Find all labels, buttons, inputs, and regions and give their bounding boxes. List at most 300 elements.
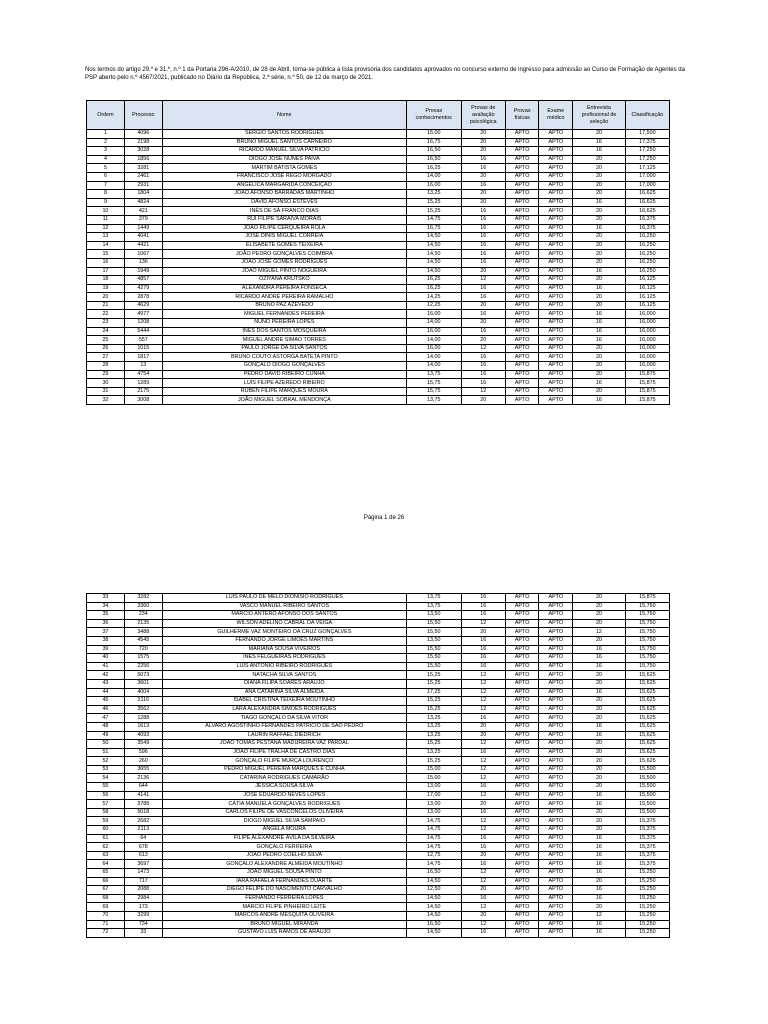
cell-classificacao: 16,250 — [625, 258, 669, 267]
cell-processo: 33 — [124, 929, 162, 938]
cell-nome: PAULO JORGE DA SILVA SANTOS — [162, 344, 406, 353]
cell-conhecimentos: 12,25 — [406, 301, 461, 310]
cell-conhecimentos: 14,50 — [406, 241, 461, 250]
cell-nome: MÁRCIO FILIPE PINHEIRO LEITE — [162, 903, 406, 912]
table-row — [87, 602, 670, 611]
table-row — [87, 336, 670, 345]
cell-ordem: 15 — [87, 250, 125, 259]
cell-ordem: 42 — [87, 671, 125, 680]
cell-psicologica: 16 — [461, 233, 505, 242]
cell-fisicas: APTO — [505, 783, 539, 792]
cell-entrevista: 20 — [573, 765, 626, 774]
cell-ordem: 54 — [87, 774, 125, 783]
cell-medico: APTO — [539, 740, 573, 749]
cell-medico: APTO — [539, 602, 573, 611]
cell-medico: APTO — [539, 697, 573, 706]
cell-nome: JOÃO AFONSO BARRADAS MARTINHO — [162, 190, 406, 199]
cell-nome: LUÍS ANTÓNIO RIBEIRO RODRIGUES — [162, 662, 406, 671]
table-row — [87, 138, 670, 147]
table-row — [87, 894, 670, 903]
cell-entrevista: 20 — [573, 250, 626, 259]
cell-classificacao: 15,500 — [625, 774, 669, 783]
cell-conhecimentos: 16,75 — [406, 224, 461, 233]
cell-fisicas: APTO — [505, 198, 539, 207]
cell-processo: 2198 — [124, 138, 162, 147]
cell-ordem: 26 — [87, 344, 125, 353]
cell-medico: APTO — [539, 688, 573, 697]
table-row — [87, 258, 670, 267]
table-row — [87, 860, 670, 869]
cell-classificacao: 16,625 — [625, 207, 669, 216]
cell-psicologica: 20 — [461, 722, 505, 731]
cell-entrevista: 20 — [573, 817, 626, 826]
cell-processo: 717 — [124, 877, 162, 886]
cell-nome: ÂNGELA MOURA — [162, 826, 406, 835]
cell-fisicas: APTO — [505, 619, 539, 628]
cell-classificacao: 15,500 — [625, 800, 669, 809]
cell-entrevista: 20 — [573, 808, 626, 817]
table-row — [87, 877, 670, 886]
cell-psicologica: 16 — [461, 929, 505, 938]
cell-nome: JOSÉ DINIS MIGUEL CORREIA — [162, 233, 406, 242]
cell-processo: 4629 — [124, 301, 162, 310]
cell-medico: APTO — [539, 619, 573, 628]
table-row — [87, 645, 670, 654]
cell-ordem: 25 — [87, 336, 125, 345]
cell-medico: APTO — [539, 636, 573, 645]
table-row — [87, 241, 670, 250]
cell-processo: 3488 — [124, 628, 162, 637]
cell-conhecimentos: 14,50 — [406, 250, 461, 259]
cell-conhecimentos: 15,75 — [406, 379, 461, 388]
cell-psicologica: 20 — [461, 628, 505, 637]
table-header-row — [87, 101, 670, 130]
cell-classificacao: 16,375 — [625, 215, 669, 224]
cell-conhecimentos: 15,50 — [406, 645, 461, 654]
cell-classificacao: 15,250 — [625, 877, 669, 886]
cell-entrevista: 16 — [573, 284, 626, 293]
cell-psicologica: 20 — [461, 396, 505, 405]
cell-classificacao: 15,375 — [625, 851, 669, 860]
cell-conhecimentos: 15,00 — [406, 774, 461, 783]
cell-classificacao: 15,750 — [625, 645, 669, 654]
cell-conhecimentos: 13,00 — [406, 808, 461, 817]
table-row — [87, 155, 670, 164]
cell-entrevista: 16 — [573, 929, 626, 938]
table-row — [87, 929, 670, 938]
cell-psicologica: 12 — [461, 705, 505, 714]
cell-entrevista: 16 — [573, 147, 626, 156]
cell-medico: APTO — [539, 353, 573, 362]
cell-nome: GONÇALO ALEXANDRE ALMEIDA MOUTINHO — [162, 860, 406, 869]
cell-processo: 3281 — [124, 164, 162, 173]
cell-psicologica: 16 — [461, 748, 505, 757]
cell-conhecimentos: 15,50 — [406, 628, 461, 637]
cell-nome: INÊS DE SÁ FRANCO DIAS — [162, 207, 406, 216]
cell-conhecimentos: 13,75 — [406, 602, 461, 611]
cell-nome: IARA RAFAELA FERNANDES DUARTE — [162, 877, 406, 886]
table-row — [87, 671, 670, 680]
cell-entrevista: 16 — [573, 396, 626, 405]
table-row — [87, 628, 670, 637]
cell-nome: SÉRGIO SANTOS RODRIGUES — [162, 130, 406, 139]
cell-fisicas: APTO — [505, 396, 539, 405]
cell-medico: APTO — [539, 774, 573, 783]
cell-psicologica: 20 — [461, 800, 505, 809]
cell-processo: 5444 — [124, 327, 162, 336]
table-row — [87, 774, 670, 783]
cell-fisicas: APTO — [505, 731, 539, 740]
cell-conhecimentos: 14,50 — [406, 911, 461, 920]
cell-classificacao: 16,000 — [625, 344, 669, 353]
cell-classificacao: 15,250 — [625, 886, 669, 895]
cell-fisicas: APTO — [505, 181, 539, 190]
cell-conhecimentos: 15,25 — [406, 697, 461, 706]
cell-classificacao: 17,250 — [625, 155, 669, 164]
cell-entrevista: 20 — [573, 594, 626, 603]
cell-ordem: 24 — [87, 327, 125, 336]
cell-entrevista: 20 — [573, 679, 626, 688]
cell-entrevista: 20 — [573, 172, 626, 181]
cell-conhecimentos: 13,50 — [406, 611, 461, 620]
cell-conhecimentos: 16,50 — [406, 920, 461, 929]
table-row — [87, 662, 670, 671]
cell-medico: APTO — [539, 396, 573, 405]
cell-ordem: 35 — [87, 611, 125, 620]
cell-conhecimentos: 14,00 — [406, 362, 461, 371]
cell-psicologica: 12 — [461, 903, 505, 912]
cell-entrevista: 20 — [573, 783, 626, 792]
cell-processo: 2116 — [124, 697, 162, 706]
cell-psicologica: 20 — [461, 190, 505, 199]
cell-conhecimentos: 15,00 — [406, 765, 461, 774]
cell-processo: 1289 — [124, 379, 162, 388]
cell-ordem: 65 — [87, 869, 125, 878]
cell-processo: 1015 — [124, 344, 162, 353]
cell-classificacao: 15,375 — [625, 843, 669, 852]
cell-conhecimentos: 14,75 — [406, 843, 461, 852]
cell-ordem: 32 — [87, 396, 125, 405]
cell-medico: APTO — [539, 190, 573, 199]
table-row — [87, 619, 670, 628]
cell-ordem: 20 — [87, 293, 125, 302]
cell-processo: 3360 — [124, 602, 162, 611]
cell-fisicas: APTO — [505, 860, 539, 869]
cell-psicologica: 16 — [461, 224, 505, 233]
cell-ordem: 44 — [87, 688, 125, 697]
cell-medico: APTO — [539, 628, 573, 637]
cell-fisicas: APTO — [505, 258, 539, 267]
table-row — [87, 301, 670, 310]
cell-entrevista: 20 — [573, 344, 626, 353]
cell-ordem: 4 — [87, 155, 125, 164]
cell-entrevista: 20 — [573, 362, 626, 371]
cell-processo: 3008 — [124, 396, 162, 405]
cell-entrevista: 20 — [573, 181, 626, 190]
cell-ordem: 68 — [87, 894, 125, 903]
cell-processo: 379 — [124, 215, 162, 224]
cell-nome: BRUNO MIGUEL MIRANDA — [162, 920, 406, 929]
cell-nome: JOÃO JOSÉ GOMES RODRIGUES — [162, 258, 406, 267]
cell-psicologica: 12 — [461, 679, 505, 688]
cell-entrevista: 16 — [573, 654, 626, 663]
cell-fisicas: APTO — [505, 817, 539, 826]
cell-psicologica: 20 — [461, 336, 505, 345]
cell-processo: 4545 — [124, 636, 162, 645]
table-row — [87, 215, 670, 224]
cell-processo: 4096 — [124, 130, 162, 139]
cell-nome: RICARDO MANUEL SILVA PATRÍCIO — [162, 147, 406, 156]
cell-conhecimentos: 14,75 — [406, 860, 461, 869]
cell-psicologica: 12 — [461, 697, 505, 706]
cell-classificacao: 16,000 — [625, 336, 669, 345]
cell-ordem: 19 — [87, 284, 125, 293]
cell-classificacao: 16,000 — [625, 310, 669, 319]
cell-conhecimentos: 16,25 — [406, 276, 461, 285]
cell-entrevista: 20 — [573, 877, 626, 886]
cell-entrevista: 12 — [573, 911, 626, 920]
cell-fisicas: APTO — [505, 765, 539, 774]
cell-ordem: 48 — [87, 722, 125, 731]
cell-nome: JOSÉ EDUARDO NEVES LOPES — [162, 791, 406, 800]
cell-psicologica: 12 — [461, 619, 505, 628]
cell-fisicas: APTO — [505, 327, 539, 336]
cell-conhecimentos: 13,25 — [406, 714, 461, 723]
cell-processo: 3562 — [124, 705, 162, 714]
cell-nome: INES DOS SANTOS MOSQUEIRA — [162, 327, 406, 336]
cell-processo: 3549 — [124, 740, 162, 749]
cell-medico: APTO — [539, 705, 573, 714]
cell-classificacao: 15,750 — [625, 619, 669, 628]
cell-classificacao: 15,875 — [625, 594, 669, 603]
cell-conhecimentos: 14,00 — [406, 353, 461, 362]
cell-ordem: 59 — [87, 817, 125, 826]
cell-conhecimentos: 13,75 — [406, 396, 461, 405]
table-row — [87, 869, 670, 878]
cell-entrevista: 20 — [573, 301, 626, 310]
table-row — [87, 362, 670, 371]
cell-nome: GUSTAVO LUÍS RAMOS DE ARAÚJO — [162, 929, 406, 938]
cell-conhecimentos: 13,75 — [406, 370, 461, 379]
cell-conhecimentos: 15,50 — [406, 619, 461, 628]
cell-processo: 2461 — [124, 172, 162, 181]
cell-entrevista: 16 — [573, 688, 626, 697]
table-row — [87, 181, 670, 190]
cell-medico: APTO — [539, 911, 573, 920]
table-row — [87, 654, 670, 663]
cell-classificacao: 16,125 — [625, 293, 669, 302]
cell-ordem: 63 — [87, 851, 125, 860]
cell-nome: ELISABETE GOMES TEIXEIRA — [162, 241, 406, 250]
cell-psicologica: 16 — [461, 662, 505, 671]
cell-fisicas: APTO — [505, 705, 539, 714]
cell-processo: 4824 — [124, 198, 162, 207]
cell-medico: APTO — [539, 783, 573, 792]
cell-ordem: 17 — [87, 267, 125, 276]
cell-classificacao: 15,750 — [625, 602, 669, 611]
cell-processo: 1473 — [124, 869, 162, 878]
header-ordem: Ordem — [87, 101, 125, 130]
cell-fisicas: APTO — [505, 800, 539, 809]
cell-classificacao: 15,250 — [625, 911, 669, 920]
cell-psicologica: 16 — [461, 353, 505, 362]
cell-fisicas: APTO — [505, 748, 539, 757]
cell-conhecimentos: 16,50 — [406, 155, 461, 164]
cell-fisicas: APTO — [505, 722, 539, 731]
cell-psicologica: 16 — [461, 611, 505, 620]
cell-fisicas: APTO — [505, 207, 539, 216]
cell-conhecimentos: 15,25 — [406, 671, 461, 680]
cell-psicologica: 12 — [461, 757, 505, 766]
cell-conhecimentos: 14,50 — [406, 903, 461, 912]
cell-fisicas: APTO — [505, 250, 539, 259]
table-row — [87, 267, 670, 276]
cell-medico: APTO — [539, 765, 573, 774]
cell-fisicas: APTO — [505, 679, 539, 688]
cell-ordem: 46 — [87, 705, 125, 714]
header-processo: Processo — [124, 101, 162, 130]
cell-fisicas: APTO — [505, 310, 539, 319]
cell-ordem: 16 — [87, 258, 125, 267]
cell-conhecimentos: 13,25 — [406, 722, 461, 731]
table-row — [87, 198, 670, 207]
cell-ordem: 38 — [87, 636, 125, 645]
table-row — [87, 800, 670, 809]
cell-fisicas: APTO — [505, 336, 539, 345]
cell-psicologica: 16 — [461, 327, 505, 336]
cell-medico: APTO — [539, 903, 573, 912]
cell-medico: APTO — [539, 920, 573, 929]
cell-ordem: 10 — [87, 207, 125, 216]
cell-processo: 173 — [124, 903, 162, 912]
cell-fisicas: APTO — [505, 362, 539, 371]
cell-entrevista: 20 — [573, 233, 626, 242]
cell-entrevista: 20 — [573, 164, 626, 173]
cell-nome: CÁTIA MANUELA GONÇALVES RODRIGUES — [162, 800, 406, 809]
cell-nome: JOÃO PEDRO COELHO SILVA — [162, 851, 406, 860]
cell-processo: 557 — [124, 336, 162, 345]
cell-entrevista: 20 — [573, 258, 626, 267]
cell-ordem: 67 — [87, 886, 125, 895]
table-row — [87, 679, 670, 688]
cell-fisicas: APTO — [505, 276, 539, 285]
cell-psicologica: 12 — [461, 869, 505, 878]
cell-conhecimentos: 16,00 — [406, 327, 461, 336]
cell-ordem: 56 — [87, 791, 125, 800]
cell-processo: 4141 — [124, 791, 162, 800]
cell-psicologica: 16 — [461, 714, 505, 723]
cell-conhecimentos: 15,25 — [406, 757, 461, 766]
table-row — [87, 757, 670, 766]
cell-classificacao: 15,500 — [625, 791, 669, 800]
cell-psicologica: 20 — [461, 147, 505, 156]
cell-medico: APTO — [539, 808, 573, 817]
header-provas-fisicas: Provas físicas — [505, 101, 539, 130]
results-table-page-1 — [86, 100, 670, 405]
cell-processo: 1856 — [124, 155, 162, 164]
cell-conhecimentos: 14,75 — [406, 817, 461, 826]
cell-conhecimentos: 13,25 — [406, 731, 461, 740]
cell-nome: CATARINA RODRIGUES CAMARÃO — [162, 774, 406, 783]
cell-entrevista: 16 — [573, 886, 626, 895]
cell-entrevista: 20 — [573, 276, 626, 285]
cell-nome: JOÃO MIGUEL SOUSA PINTO — [162, 869, 406, 878]
cell-classificacao: 15,250 — [625, 920, 669, 929]
cell-fisicas: APTO — [505, 293, 539, 302]
table-row — [87, 233, 670, 242]
cell-entrevista: 20 — [573, 215, 626, 224]
table-row — [87, 370, 670, 379]
cell-conhecimentos: 15,50 — [406, 654, 461, 663]
cell-medico: APTO — [539, 894, 573, 903]
cell-psicologica: 16 — [461, 654, 505, 663]
cell-entrevista: 20 — [573, 697, 626, 706]
cell-ordem: 7 — [87, 181, 125, 190]
cell-conhecimentos: 14,75 — [406, 215, 461, 224]
header-classificacao: Classificação — [625, 101, 669, 130]
cell-ordem: 52 — [87, 757, 125, 766]
cell-processo: 1208 — [124, 319, 162, 328]
cell-conhecimentos: 16,00 — [406, 181, 461, 190]
cell-nome: JESSICA SOUSA SILVA — [162, 783, 406, 792]
cell-classificacao: 15,375 — [625, 826, 669, 835]
cell-fisicas: APTO — [505, 215, 539, 224]
cell-processo: 720 — [124, 645, 162, 654]
cell-medico: APTO — [539, 387, 573, 396]
cell-ordem: 14 — [87, 241, 125, 250]
cell-entrevista: 16 — [573, 791, 626, 800]
cell-processo: 1949 — [124, 267, 162, 276]
table-row — [87, 224, 670, 233]
cell-nome: LAURIN RAFFAEL DIEDRICH — [162, 731, 406, 740]
table-row — [87, 920, 670, 929]
cell-fisicas: APTO — [505, 757, 539, 766]
table-row — [87, 911, 670, 920]
cell-fisicas: APTO — [505, 319, 539, 328]
cell-entrevista: 16 — [573, 800, 626, 809]
table-row — [87, 379, 670, 388]
cell-fisicas: APTO — [505, 284, 539, 293]
cell-fisicas: APTO — [505, 877, 539, 886]
cell-ordem: 8 — [87, 190, 125, 199]
cell-ordem: 43 — [87, 679, 125, 688]
cell-nome: FRANCISCO JOSÉ REGO MORGADO — [162, 172, 406, 181]
cell-fisicas: APTO — [505, 224, 539, 233]
cell-classificacao: 15,250 — [625, 929, 669, 938]
cell-processo: 596 — [124, 748, 162, 757]
cell-ordem: 49 — [87, 731, 125, 740]
cell-medico: APTO — [539, 310, 573, 319]
cell-nome: GONÇALO DIOGO GONÇALVES — [162, 362, 406, 371]
cell-processo: 613 — [124, 851, 162, 860]
table-row — [87, 172, 670, 181]
cell-nome: BRUNO COUTO ASTORGA BATETA PINTO — [162, 353, 406, 362]
cell-ordem: 18 — [87, 276, 125, 285]
cell-conhecimentos: 17,25 — [406, 688, 461, 697]
cell-nome: MARIANA SOUSA VIVEIROS — [162, 645, 406, 654]
cell-processo: 136 — [124, 258, 162, 267]
cell-entrevista: 20 — [573, 293, 626, 302]
cell-ordem: 21 — [87, 301, 125, 310]
table-row — [87, 851, 670, 860]
cell-classificacao: 15,625 — [625, 757, 669, 766]
cell-psicologica: 16 — [461, 636, 505, 645]
cell-nome: RUI FILIPE SARAIVA MORAIS — [162, 215, 406, 224]
table-row — [87, 688, 670, 697]
cell-medico: APTO — [539, 138, 573, 147]
cell-medico: APTO — [539, 172, 573, 181]
cell-nome: OZIYANA KRUTSKO — [162, 276, 406, 285]
